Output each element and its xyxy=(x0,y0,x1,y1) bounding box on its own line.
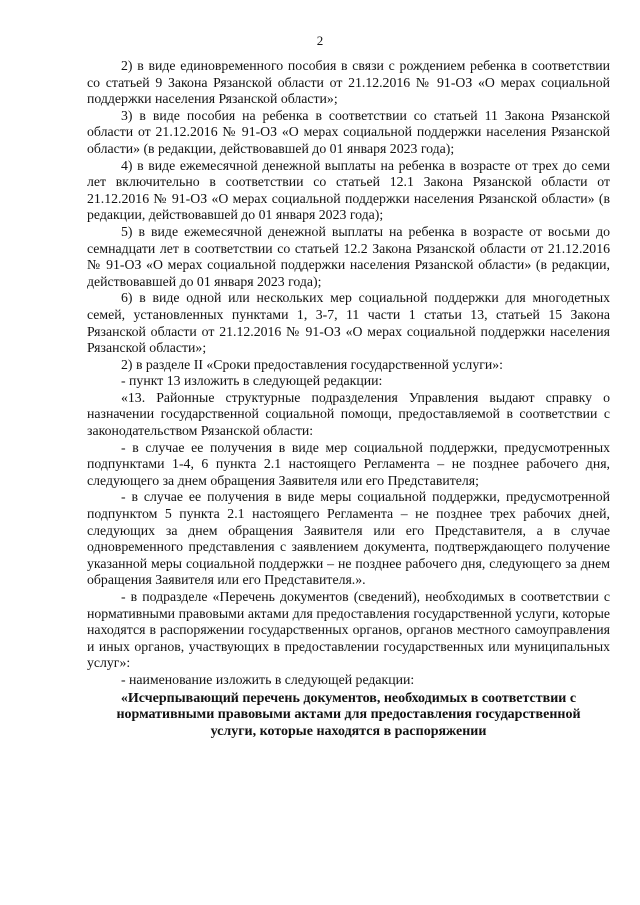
paragraph-case-2: - в случае ее получения в виде меры социальной поддержки, предусмотренной подпунктом 5 пункта 2.1 настоящего Регламента – не позднее трех рабочих дней, следующих за днем обращения Заявителя или его Представителя, а в случае одновременного представления с заявлением документа, подтверждающего получение указанной меры социальной поддержки – не позднее рабочего дня, следующего за днем обращения Заявителя или его Представителя.». xyxy=(87,489,610,588)
paragraph-point-13-text: «13. Районные структурные подразделения Управления выдают справку о назначении государственной социальной помощи, предоставляемой в соответствии с законодательством Рязанской области: xyxy=(87,389,610,439)
paragraph-item-2: 2) в виде единовременного пособия в связи с рождением ребенка в соответствии со статьей 9 Закона Рязанской области от 21.12.2016 № 91-ОЗ «О мерах социальной поддержки населения Рязанской области»; xyxy=(87,58,610,107)
paragraph-section-ii: 2) в разделе II «Сроки предоставления государственной услуги»: xyxy=(121,356,503,372)
document-body xyxy=(87,58,610,741)
paragraph-name-change: - наименование изложить в следующей редакции: xyxy=(121,671,415,687)
bold-heading: «Исчерпывающий перечень документов, необходимых в соответствии с нормативными правовыми актами для предоставления государственной услуги, которые находятся в распоряжении xyxy=(116,690,581,740)
paragraph-item-5: 5) в виде ежемесячной денежной выплаты на ребенка в возрасте от восьми до семнадцати лет в соответствии со статьей 12.2 Закона Рязанской области от 21.12.2016 № 91-ОЗ «О мерах социальной поддержки населения Рязанской области» (в редакции, действовавшей до 01 января 2023 года); xyxy=(87,223,610,289)
paragraph-item-3: 3) в виде пособия на ребенка в соответствии со статьей 11 Закона Рязанской области от 21.12.2016 № 91-ОЗ «О мерах социальной поддержки населения Рязанской области» (в редакции, действовавшей до 01 января 2023 года); xyxy=(87,107,610,156)
paragraph-item-6: 6) в виде одной или нескольких мер социальной поддержки для многодетных семей, установленных пунктами 1, 3-7, 11 части 1 статьи 13, статьей 15 Закона Рязанской области от 21.12.2016 № 91-ОЗ «О мерах социальной поддержки населения Рязанской области»; xyxy=(87,290,610,356)
page-number: 2 xyxy=(316,33,324,48)
paragraph-subsection: - в подразделе «Перечень документов (сведений), необходимых в соответствии с нормативными правовыми актами для предоставления государственной услуги, которые находятся в распоряжении государственных органов, органов местного самоуправления и иных органов, участвующих в предоставлении государственных или муниципальных услуг»: xyxy=(87,589,610,671)
paragraph-case-1: - в случае ее получения в виде мер социальной поддержки, предусмотренных подпунктами 1-4, 6 пункта 2.1 настоящего Регламента – не позднее рабочего дня, следующего за днем обращения Заявителя или его Представителя; xyxy=(87,439,610,488)
paragraph-point-13: - пункт 13 изложить в следующей редакции: xyxy=(121,373,383,389)
paragraph-item-4: 4) в виде ежемесячной денежной выплаты на ребенка в возрасте от трех до семи лет включительно в соответствии со статьей 12.1 Закона Рязанской области от 21.12.2016 № 91-ОЗ «О мерах социальной поддержки населения Рязанской области» (в редакции, действовавшей до 01 января 2023 года); xyxy=(87,157,610,223)
